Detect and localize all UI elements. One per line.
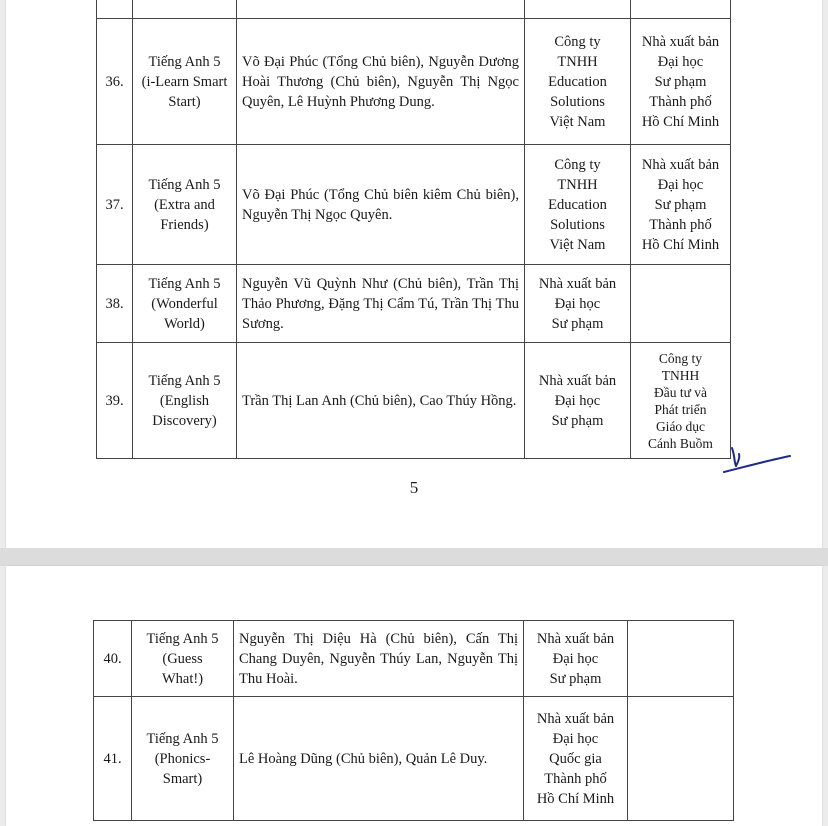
row-number: 36. xyxy=(97,19,133,145)
publisher xyxy=(628,697,734,821)
table-row xyxy=(97,19,731,145)
row-number: 41. xyxy=(94,697,132,821)
row-number: 40. xyxy=(94,621,132,697)
book-authors: Võ Đại Phúc (Tổng Chủ biên), Nguyễn Dương Hoài Thương (Chủ biên), Nguyễn Thị Ngọc Quyên, Lê Huỳnh Phương Dung. xyxy=(237,19,525,145)
table-row xyxy=(94,621,734,697)
book-authors: Võ Đại Phúc (Tổng Chủ biên kiêm Chủ biên), Nguyễn Thị Ngọc Quyên. xyxy=(237,145,525,265)
partner-organization: Nhà xuất bản Đại học Sư phạm xyxy=(525,265,631,343)
book-authors: Nguyễn Thị Diệu Hà (Chủ biên), Cấn Thị Chang Duyên, Nguyễn Thúy Lan, Nguyễn Thị Thu Hoài. xyxy=(234,621,524,697)
table-row-partial xyxy=(97,0,731,19)
book-title: Tiếng Anh 5 (Phonics- Smart) xyxy=(132,697,234,821)
book-title: Tiếng Anh 5 (Extra and Friends) xyxy=(133,145,237,265)
partner-organization: Nhà xuất bản Đại học Quốc gia Thành phố Hồ Chí Minh xyxy=(524,697,628,821)
publisher: Nhà xuất bản Đại học Sư phạm Thành phố Hồ Chí Minh xyxy=(631,19,731,145)
table-row xyxy=(97,265,731,343)
publisher: Công ty TNHH Đầu tư và Phát triển Giáo dục Cánh Buồm xyxy=(631,343,731,459)
book-authors: Lê Hoàng Dũng (Chủ biên), Quản Lê Duy. xyxy=(234,697,524,821)
book-authors: Trần Thị Lan Anh (Chủ biên), Cao Thúy Hồng. xyxy=(237,343,525,459)
table-row xyxy=(94,697,734,821)
table-body-bottom xyxy=(94,621,734,821)
partner-organization: Nhà xuất bản Đại học Sư phạm xyxy=(524,621,628,697)
document-page-bottom xyxy=(6,566,822,826)
table-row xyxy=(97,343,731,459)
partner-organization: Nhà xuất bản Đại học Sư phạm xyxy=(525,343,631,459)
book-title: Tiếng Anh 5 (English Discovery) xyxy=(133,343,237,459)
row-number: 37. xyxy=(97,145,133,265)
partner-organization: Công ty TNHH Education Solutions Việt Nam xyxy=(525,145,631,265)
table-body-top xyxy=(97,0,731,459)
table-row xyxy=(97,145,731,265)
book-title: Tiếng Anh 5 (Wonderful World) xyxy=(133,265,237,343)
publisher: Nhà xuất bản Đại học Sư phạm Thành phố Hồ Chí Minh xyxy=(631,145,731,265)
partner-organization: Công ty TNHH Education Solutions Việt Nam xyxy=(525,19,631,145)
page-separator xyxy=(0,548,828,566)
row-number: 38. xyxy=(97,265,133,343)
book-authors: Nguyễn Vũ Quỳnh Như (Chủ biên), Trần Thị Thảo Phương, Đặng Thị Cẩm Tú, Trần Thị Thu Sương. xyxy=(237,265,525,343)
document-page-top xyxy=(6,0,822,548)
book-title: Tiếng Anh 5 (i-Learn Smart Start) xyxy=(133,19,237,145)
publisher xyxy=(628,621,734,697)
publisher xyxy=(631,265,731,343)
page-number: 5 xyxy=(409,478,419,497)
book-title: Tiếng Anh 5 (Guess What!) xyxy=(132,621,234,697)
textbook-table-bottom xyxy=(93,620,734,821)
row-number: 39. xyxy=(97,343,133,459)
textbook-table-top xyxy=(96,0,731,459)
